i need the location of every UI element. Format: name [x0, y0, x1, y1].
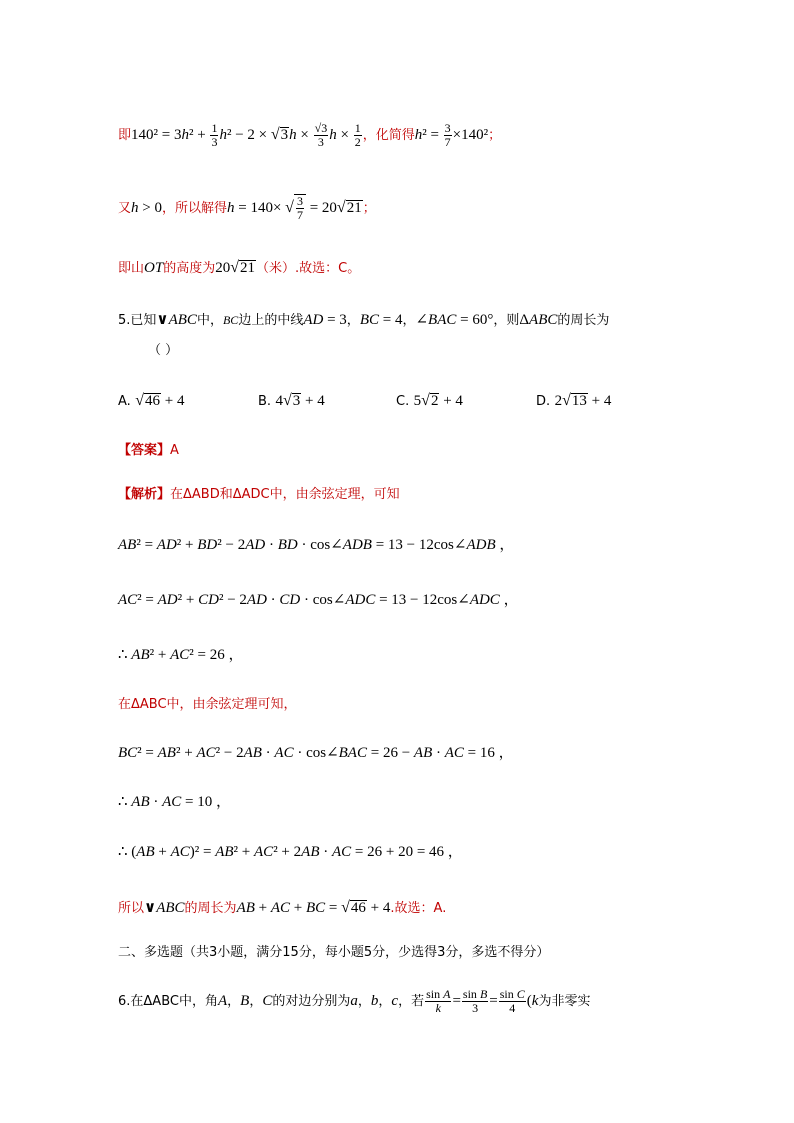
text: 的高度为	[163, 261, 216, 276]
text: 的对边分别为	[272, 993, 351, 1009]
question-6: 6.在ΔABC中，角A，B，C的对边分别为a，b，c，若 $\frac{\text{sin A}}{k}$ = $\frac{\text{sin B}}{3}$ = $\frac{\text{sin C}}{4}$ (k为非零实	[118, 987, 591, 1015]
text: 则	[506, 313, 520, 328]
text: ，所以解得	[161, 200, 227, 216]
text: 的周长为	[557, 313, 610, 328]
answer-blank: （ ）	[148, 343, 179, 358]
text: 的周长为	[184, 901, 237, 916]
text: BC	[222, 313, 239, 327]
text: 即	[118, 127, 132, 143]
text: 在ΔABC中，角	[130, 993, 218, 1009]
conclusion-line: 所以∨ABC的周长为AB + AC + BC = √46 + 4.故选：A.	[118, 899, 447, 916]
text: ，若	[398, 993, 425, 1009]
equation-product: ∴ AB · AC = 10 ，	[118, 794, 232, 810]
text: 已知	[130, 313, 157, 328]
text: 为非零实	[538, 993, 591, 1009]
answer-line	[118, 440, 179, 461]
section-heading: 二、多选题（共3小题，满分15分，每小题5分，少选得3分，多选不得分）	[118, 945, 550, 960]
equation-bc: BC² = AB² + AC² − 2AB · AC · cos∠BAC = 26 − AB · AC = 16 ，	[118, 745, 514, 761]
analysis-text: 在ΔABD和ΔADC中，由余弦定理，可知	[170, 487, 400, 502]
question-number: 5.	[118, 313, 131, 328]
text: .故选：A.	[390, 901, 447, 916]
text-in-abc: 在ΔABC中，由余弦定理可知，	[118, 697, 297, 712]
text: 边上的中线	[238, 313, 304, 328]
analysis-line	[118, 484, 400, 505]
option-d: D. 2√13 + 4	[536, 392, 612, 409]
option-b: B. 4√3 + 4	[258, 392, 325, 409]
equation-ac: AC² = AD² + CD² − 2AD · CD · cos∠ADC = 13 − 12cos∠ADC ，	[118, 592, 519, 608]
question-number: 6.	[118, 993, 131, 1009]
text: 即山	[118, 261, 145, 276]
text: 中，	[196, 313, 223, 328]
equation-line-2: 又h > 0，所以解得h = 140× √ $\frac{3}{7}$ = 20√21；	[118, 194, 376, 222]
option-c: C. 5√2 + 4	[396, 392, 463, 409]
answer-value: A	[170, 443, 179, 458]
analysis-label: 【解析】	[118, 487, 171, 502]
option-a: A. √46 + 4	[118, 392, 185, 409]
equation-line-3: 即山OT的高度为20√21（米）.故选：C。	[118, 259, 361, 276]
equation-square: ∴ (AB + AC)² = AB² + AC² + 2AB · AC = 26 + 20 = 46 ，	[118, 844, 463, 860]
equation-ab: AB² = AD² + BD² − 2AD · BD · cos∠ADB = 13 − 12cos∠ADB ，	[118, 537, 515, 553]
equation-line-1: 即140² = 3h² + $\frac{1}{3}$ h² − 2 × √3h × $\frac{√3}{3}$ h × $\frac{1}{2}$ ，化简得h² = $\frac{3}{7}$ ×140²；	[118, 121, 502, 149]
text: ，化简得	[362, 127, 415, 143]
text: （米）.故选：C。	[256, 261, 361, 276]
question-5: 5.已知∨ABC中，BC边上的中线AD = 3，BC = 4，∠BAC = 60°，则ΔABC的周长为	[118, 312, 610, 328]
text: 所以	[118, 901, 145, 916]
text: 又	[118, 200, 132, 216]
equation-sum: ∴ AB² + AC² = 26 ，	[118, 647, 244, 663]
answer-label: 【答案】	[118, 443, 171, 458]
